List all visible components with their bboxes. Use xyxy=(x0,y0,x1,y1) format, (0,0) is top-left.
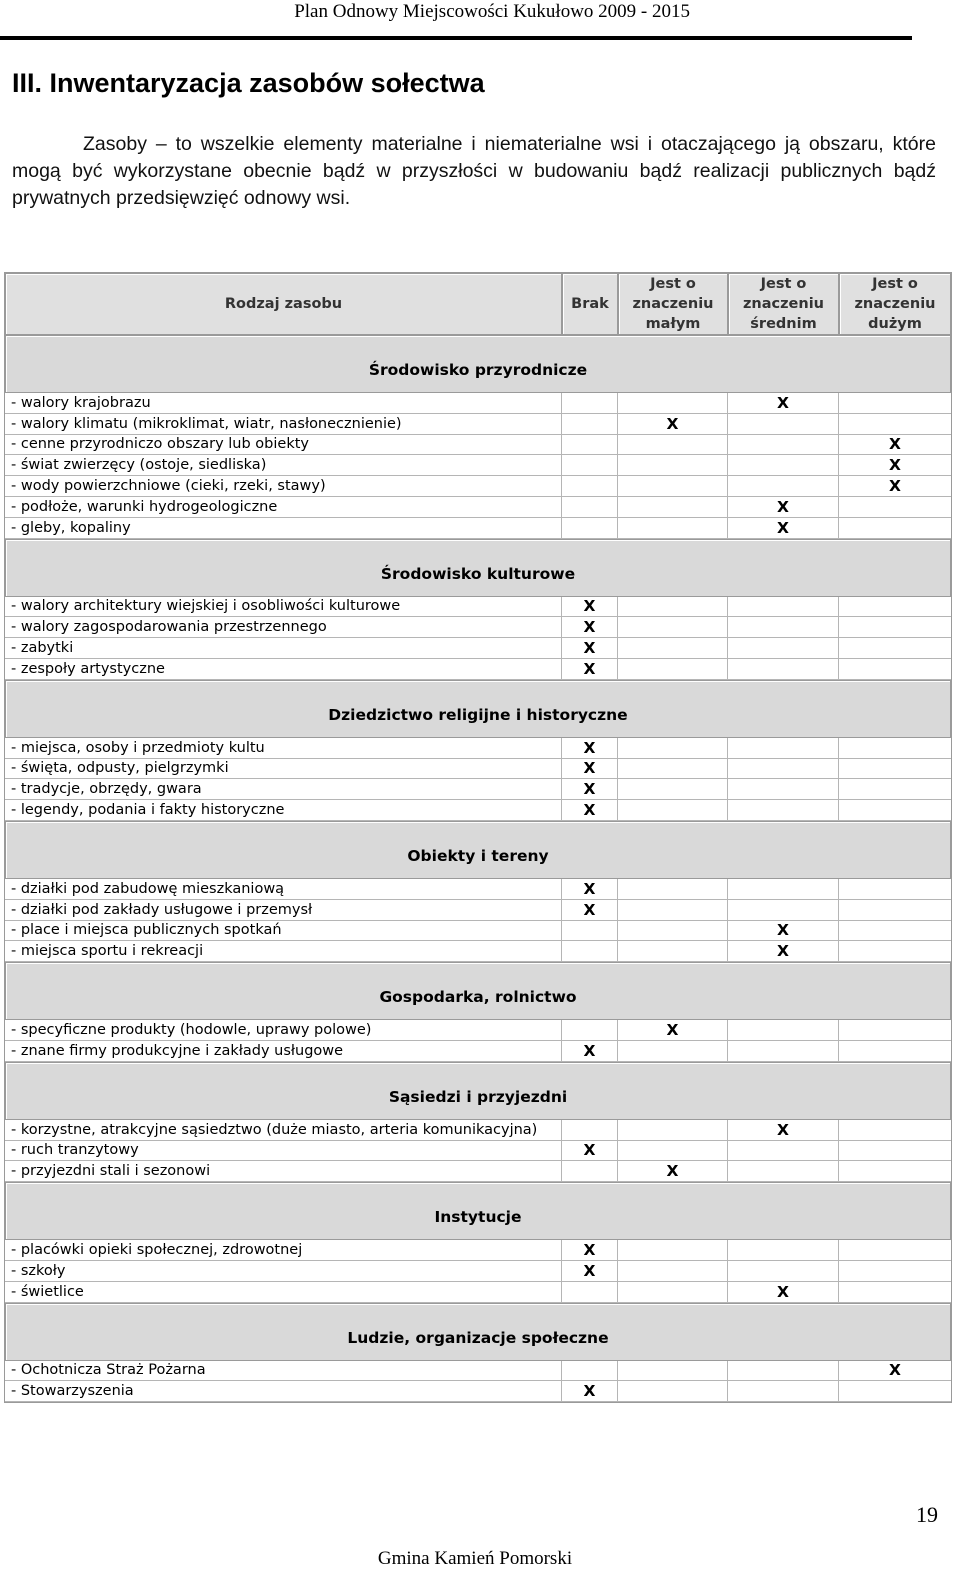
category-row xyxy=(5,1182,951,1240)
rating-cell xyxy=(618,800,728,821)
rating-cell xyxy=(562,1361,618,1382)
rating-cell xyxy=(618,779,728,800)
rating-cell xyxy=(839,497,951,518)
table-row xyxy=(5,759,951,780)
rating-mark: X xyxy=(583,780,596,799)
rating-cell xyxy=(839,455,951,476)
running-header-title: Plan Odnowy Miejscowości Kukułowo 2009 - 2015 xyxy=(294,1,690,22)
rating-cell xyxy=(618,597,728,618)
rating-mark: X xyxy=(777,393,789,412)
rating-cell xyxy=(618,879,728,900)
rating-cell xyxy=(618,1240,728,1261)
rating-cell xyxy=(839,879,951,900)
rating-mark: X xyxy=(889,477,901,496)
resource-inventory-table xyxy=(4,272,952,1403)
rating-mark: X xyxy=(583,1382,596,1401)
table-row xyxy=(5,393,951,414)
rating-cell xyxy=(618,1041,728,1062)
table-row xyxy=(5,518,951,539)
rating-cell xyxy=(562,617,618,638)
table-row xyxy=(5,659,951,680)
rating-cell xyxy=(728,921,839,942)
rating-cell xyxy=(839,1041,951,1062)
rating-mark: X xyxy=(777,942,789,961)
rating-mark: X xyxy=(583,618,596,637)
rating-cell xyxy=(839,617,951,638)
table-row xyxy=(5,638,951,659)
rating-cell xyxy=(839,1141,951,1162)
rating-cell xyxy=(839,1161,951,1182)
rating-mark: X xyxy=(777,921,789,940)
rating-cell xyxy=(562,597,618,618)
rating-cell xyxy=(618,1161,728,1182)
category-header xyxy=(5,680,951,738)
rating-mark: X xyxy=(583,1141,596,1160)
table-row xyxy=(5,1361,951,1382)
rating-mark: X xyxy=(889,435,901,454)
table-row xyxy=(5,921,951,942)
running-footer: Gmina Kamień Pomorski xyxy=(377,1548,573,1569)
category-row xyxy=(5,1062,951,1120)
rating-cell xyxy=(839,1120,951,1141)
column-header-high-importance: Jest o znaczeniu dużym xyxy=(839,273,951,335)
table-row xyxy=(5,1141,951,1162)
rating-cell xyxy=(839,738,951,759)
rating-cell xyxy=(562,738,618,759)
rating-cell xyxy=(618,1141,728,1162)
category-header xyxy=(5,1303,951,1361)
rating-cell xyxy=(839,921,951,942)
rating-cell xyxy=(618,659,728,680)
rating-cell xyxy=(618,638,728,659)
resource-label: - tradycje, obrzędy, gwara xyxy=(5,779,562,800)
rating-cell xyxy=(562,941,618,962)
category-row xyxy=(5,335,951,393)
resource-label: - znane firmy produkcyjne i zakłady usługowe xyxy=(5,1041,562,1062)
rating-cell xyxy=(839,1282,951,1303)
intro-paragraph: Zasoby – to wszelkie elementy materialne i niematerialne wsi i otaczającego ją obszaru, które mogą być wykorzystane obecnie bądź w przyszłości w budowaniu bądź realizacji publicznych bądź prywatnych przedsięwzięć odnowy wsi. xyxy=(12,133,936,209)
rating-mark: X xyxy=(777,1120,789,1139)
rating-cell xyxy=(839,800,951,821)
category-header xyxy=(5,335,951,393)
category-row xyxy=(5,680,951,738)
rating-cell xyxy=(562,1161,618,1182)
table-row xyxy=(5,941,951,962)
rating-cell xyxy=(618,1361,728,1382)
rating-cell xyxy=(728,638,839,659)
rating-cell xyxy=(562,455,618,476)
category-header xyxy=(5,1182,951,1240)
table-row xyxy=(5,1120,951,1141)
table-header-row xyxy=(5,273,951,335)
rating-cell xyxy=(562,900,618,921)
rating-cell xyxy=(728,393,839,414)
table-row xyxy=(5,617,951,638)
rating-cell xyxy=(618,414,728,435)
resource-label: - place i miejsca publicznych spotkań xyxy=(5,921,562,942)
table-row xyxy=(5,1282,951,1303)
page-number: 19 xyxy=(916,1502,938,1527)
rating-cell xyxy=(562,393,618,414)
rating-cell xyxy=(839,1381,951,1402)
table-row xyxy=(5,1020,951,1041)
rating-mark: X xyxy=(777,1282,789,1301)
rating-cell xyxy=(562,435,618,456)
rating-cell xyxy=(562,476,618,497)
resource-label: - walory zagospodarowania przestrzennego xyxy=(5,617,562,638)
rating-cell xyxy=(728,597,839,618)
table-body xyxy=(5,335,951,1402)
rating-cell xyxy=(728,900,839,921)
rating-cell xyxy=(839,1020,951,1041)
rating-cell xyxy=(562,497,618,518)
table-row xyxy=(5,1161,951,1182)
rating-cell xyxy=(618,738,728,759)
resource-label: - Ochotnicza Straż Pożarna xyxy=(5,1361,562,1382)
rating-cell xyxy=(728,435,839,456)
rating-cell xyxy=(728,1161,839,1182)
column-header-resource-type: Rodzaj zasobu xyxy=(5,273,562,335)
resource-label: - korzystne, atrakcyjne sąsiedztwo (duże miasto, arteria komunikacyjna) xyxy=(5,1120,562,1141)
table-row xyxy=(5,738,951,759)
category-title: Instytucje xyxy=(434,1208,522,1227)
rating-cell xyxy=(728,1240,839,1261)
rating-cell xyxy=(839,435,951,456)
rating-cell xyxy=(839,476,951,497)
rating-mark: X xyxy=(583,1241,596,1260)
column-header-medium-importance: Jest o znaczeniu średnim xyxy=(728,273,839,335)
rating-cell xyxy=(728,617,839,638)
rating-cell xyxy=(728,1120,839,1141)
rating-mark: X xyxy=(777,518,789,537)
table-row xyxy=(5,414,951,435)
rating-cell xyxy=(562,1141,618,1162)
resource-label: - placówki opieki społecznej, zdrowotnej xyxy=(5,1240,562,1261)
category-header xyxy=(5,1062,951,1120)
rating-cell xyxy=(839,1240,951,1261)
rating-cell xyxy=(728,414,839,435)
rating-mark: X xyxy=(889,456,901,475)
resource-label: - specyficzne produkty (hodowle, uprawy polowe) xyxy=(5,1020,562,1041)
rating-cell xyxy=(618,900,728,921)
rating-cell xyxy=(618,1381,728,1402)
category-title: Obiekty i tereny xyxy=(407,846,549,865)
resource-label: - podłoże, warunki hydrogeologiczne xyxy=(5,497,562,518)
rating-cell xyxy=(728,941,839,962)
rating-mark: X xyxy=(666,1162,679,1181)
resource-label: - zespoły artystyczne xyxy=(5,659,562,680)
rating-mark: X xyxy=(777,497,789,516)
rating-cell xyxy=(562,759,618,780)
rating-cell xyxy=(618,941,728,962)
resource-label: - miejsca sportu i rekreacji xyxy=(5,941,562,962)
rating-cell xyxy=(728,1020,839,1041)
table-row xyxy=(5,1041,951,1062)
section-title: III. Inwentaryzacja zasobów sołectwa xyxy=(12,68,485,98)
rating-cell xyxy=(728,1361,839,1382)
resource-label: - walory architektury wiejskiej i osobliwości kulturowe xyxy=(5,597,562,618)
category-row xyxy=(5,962,951,1020)
resource-label: - walory krajobrazu xyxy=(5,393,562,414)
rating-cell xyxy=(618,393,728,414)
rating-cell xyxy=(839,1361,951,1382)
table-row xyxy=(5,1240,951,1261)
rating-mark: X xyxy=(583,801,596,820)
rating-cell xyxy=(728,779,839,800)
rating-cell xyxy=(728,1261,839,1282)
rating-cell xyxy=(562,779,618,800)
rating-cell xyxy=(839,393,951,414)
rating-mark: X xyxy=(583,759,596,778)
category-row xyxy=(5,539,951,597)
category-header xyxy=(5,539,951,597)
rating-mark: X xyxy=(583,879,596,898)
rating-mark: X xyxy=(583,639,596,658)
rating-cell xyxy=(618,1020,728,1041)
rating-cell xyxy=(618,497,728,518)
table-row xyxy=(5,455,951,476)
rating-cell xyxy=(728,455,839,476)
rating-cell xyxy=(839,518,951,539)
rating-cell xyxy=(839,900,951,921)
rating-cell xyxy=(618,455,728,476)
rating-cell xyxy=(618,518,728,539)
category-title: Środowisko przyrodnicze xyxy=(368,361,588,379)
table-row xyxy=(5,1261,951,1282)
rating-cell xyxy=(728,759,839,780)
category-header xyxy=(5,962,951,1020)
rating-cell xyxy=(562,921,618,942)
rating-mark: X xyxy=(583,597,596,616)
rating-cell xyxy=(728,879,839,900)
rating-cell xyxy=(728,518,839,539)
category-title: Gospodarka, rolnictwo xyxy=(379,988,577,1007)
rating-cell xyxy=(618,1282,728,1303)
rating-cell xyxy=(562,414,618,435)
resource-label: - miejsca, osoby i przedmioty kultu xyxy=(5,738,562,759)
table-row xyxy=(5,597,951,618)
rating-cell xyxy=(839,1261,951,1282)
resource-label: - zabytki xyxy=(5,638,562,659)
resource-label: - gleby, kopaliny xyxy=(5,518,562,539)
rating-cell xyxy=(839,779,951,800)
column-header-low-importance: Jest o znaczeniu małym xyxy=(618,273,728,335)
rating-cell xyxy=(728,800,839,821)
rating-mark: X xyxy=(583,738,596,757)
rating-cell xyxy=(728,1381,839,1402)
rating-cell xyxy=(562,1041,618,1062)
resource-label: - cenne przyrodniczo obszary lub obiekty xyxy=(5,435,562,456)
rating-cell xyxy=(839,597,951,618)
rating-cell xyxy=(618,759,728,780)
resource-label: - działki pod zabudowę mieszkaniową xyxy=(5,879,562,900)
resource-label: - szkoły xyxy=(5,1261,562,1282)
rating-cell xyxy=(728,738,839,759)
rating-cell xyxy=(562,1261,618,1282)
running-header xyxy=(0,0,912,40)
table-row xyxy=(5,900,951,921)
rating-mark: X xyxy=(583,1041,596,1060)
rating-cell xyxy=(839,759,951,780)
resource-label: - święta, odpusty, pielgrzymki xyxy=(5,759,562,780)
rating-cell xyxy=(562,518,618,539)
category-header xyxy=(5,821,951,879)
rating-cell xyxy=(618,1261,728,1282)
rating-cell xyxy=(618,921,728,942)
table-row xyxy=(5,879,951,900)
rating-cell xyxy=(728,659,839,680)
rating-cell xyxy=(562,800,618,821)
table-row xyxy=(5,497,951,518)
table-row xyxy=(5,800,951,821)
rating-mark: X xyxy=(666,1021,679,1040)
rating-cell xyxy=(839,638,951,659)
rating-cell xyxy=(562,1240,618,1261)
table-row xyxy=(5,1381,951,1402)
resource-label: - przyjezdni stali i sezonowi xyxy=(5,1161,562,1182)
resource-label: - legendy, podania i fakty historyczne xyxy=(5,800,562,821)
resource-label: - walory klimatu (mikroklimat, wiatr, nasłonecznienie) xyxy=(5,414,562,435)
rating-cell xyxy=(562,1282,618,1303)
resource-label: - świetlice xyxy=(5,1282,562,1303)
rating-cell xyxy=(562,1020,618,1041)
resource-label: - Stowarzyszenia xyxy=(5,1381,562,1402)
rating-cell xyxy=(618,435,728,456)
rating-mark: X xyxy=(666,414,679,433)
rating-mark: X xyxy=(583,659,596,678)
rating-cell xyxy=(728,1282,839,1303)
rating-cell xyxy=(562,659,618,680)
rating-cell xyxy=(839,941,951,962)
rating-cell xyxy=(618,476,728,497)
category-title: Sąsiedzi i przyjezdni xyxy=(388,1087,568,1106)
table-row xyxy=(5,779,951,800)
rating-cell xyxy=(562,879,618,900)
rating-cell xyxy=(562,1120,618,1141)
rating-cell xyxy=(618,617,728,638)
rating-cell xyxy=(839,414,951,435)
rating-cell xyxy=(728,497,839,518)
resource-label: - działki pod zakłady usługowe i przemysł xyxy=(5,900,562,921)
rating-cell xyxy=(839,659,951,680)
category-title: Dziedzictwo religijne i historyczne xyxy=(328,705,628,724)
rating-mark: X xyxy=(583,1261,596,1280)
category-row xyxy=(5,1303,951,1361)
column-header-none: Brak xyxy=(562,273,618,335)
rating-mark: X xyxy=(583,900,596,919)
rating-cell xyxy=(562,1381,618,1402)
category-title: Ludzie, organizacje społeczne xyxy=(347,1328,609,1347)
rating-cell xyxy=(728,476,839,497)
rating-cell xyxy=(728,1141,839,1162)
resource-label: - ruch tranzytowy xyxy=(5,1141,562,1162)
rating-cell xyxy=(728,1041,839,1062)
rating-mark: X xyxy=(889,1361,901,1380)
table-row xyxy=(5,476,951,497)
category-row xyxy=(5,821,951,879)
table-row xyxy=(5,435,951,456)
category-title: Środowisko kulturowe xyxy=(380,564,576,583)
rating-cell xyxy=(618,1120,728,1141)
rating-cell xyxy=(562,638,618,659)
resource-label: - wody powierzchniowe (cieki, rzeki, stawy) xyxy=(5,476,562,497)
resource-label: - świat zwierzęcy (ostoje, siedliska) xyxy=(5,455,562,476)
